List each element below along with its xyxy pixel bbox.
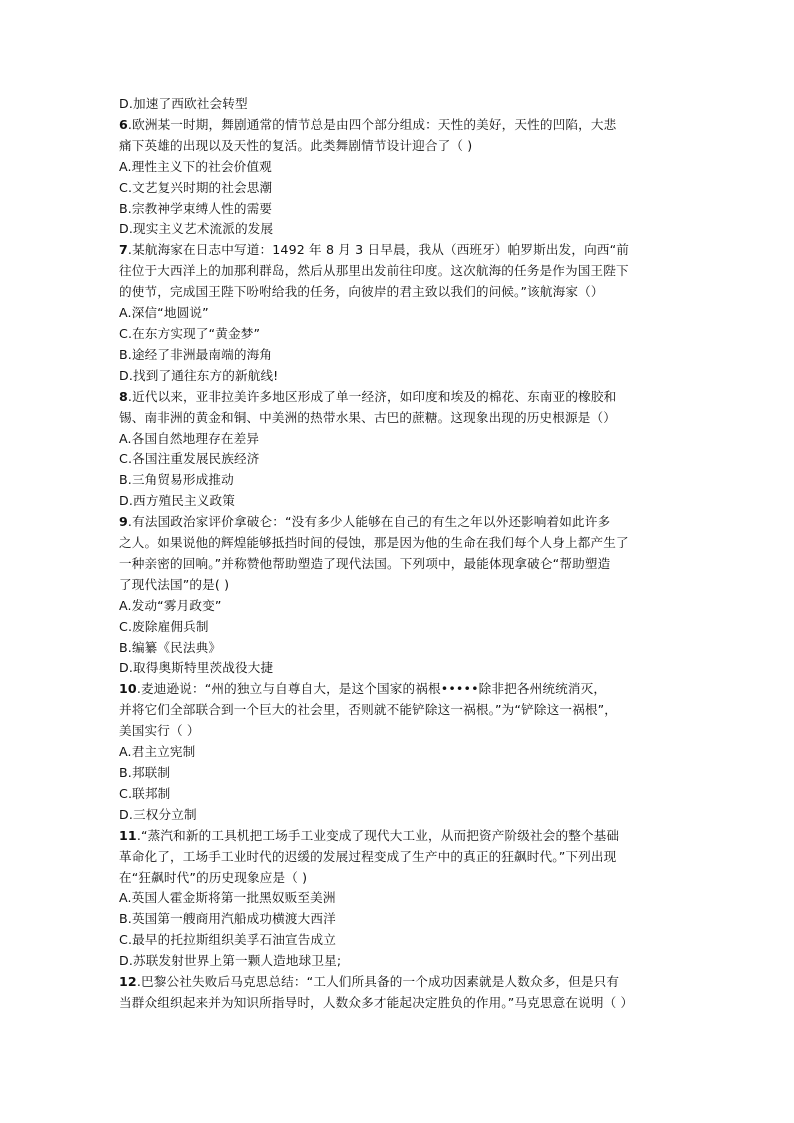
question-stem-line [119, 387, 677, 408]
answer-option: B.宗教神学束缚人性的需要 [119, 200, 273, 216]
answer-option: C.废除雇佣兵制 [119, 618, 209, 634]
answer-option: B.三角贸易形成推动 [119, 472, 234, 488]
question-10 [119, 679, 677, 825]
answer-option: D.三权分立制 [119, 806, 197, 822]
answer-option: B.编纂《民法典》 [119, 639, 222, 655]
question-stem-line [119, 408, 677, 429]
answer-option: D.取得奥斯特里茨战役大捷 [119, 660, 274, 676]
question-number: 9 [119, 514, 128, 530]
question-stem-line [119, 868, 677, 889]
question-stem-line [119, 512, 677, 533]
question-stem-text: 了现代法国”的是( ) [119, 576, 230, 592]
question-stem-line [119, 679, 677, 700]
question-12 [119, 972, 677, 1014]
question-stem-line [119, 261, 677, 282]
answer-option: A.英国人霍金斯将第一批黑奴贩至美洲 [119, 890, 336, 906]
question-stem-line [119, 847, 677, 868]
question-list [119, 115, 677, 1014]
question-stem-text: 革命化了，工场手工业时代的迟缓的发展过程变成了生产中的真正的狂飙时代。”下列出现 [119, 848, 617, 864]
question-stem-line [119, 240, 677, 261]
question-stem-line [119, 136, 677, 157]
question-6 [119, 115, 677, 240]
answer-option: C.文艺复兴时期的社会思潮 [119, 179, 273, 195]
question-number: 7 [119, 242, 128, 258]
question-stem-text: 往位于大西洋上的加那利群岛，然后从那里出发前往印度。这次航海的任务是作为国王陛下 [119, 263, 629, 279]
question-stem-text: .“蒸汽和新的工具机把工场手工业变成了现代大工业，从而把资产阶级社会的整个基础 [136, 827, 620, 843]
question-stem-text: .欧洲某一时期，舞剧通常的情节总是由四个部分组成：天性的美好，天性的凹陷，大悲 [127, 116, 617, 132]
answer-option: B.邦联制 [119, 765, 171, 780]
question-stem-text: 并将它们全部联合到一个巨大的社会里，否则就不能铲除这一祸根。”为“铲除这一祸根”， [119, 702, 617, 718]
answer-option: D.现实主义艺术流派的发展 [119, 221, 274, 237]
answer-option: D.苏联发射世界上第一颗人造地球卫星; [119, 953, 342, 969]
question-number: 6 [119, 116, 128, 132]
question-7 [119, 240, 677, 386]
answer-option: C.最早的托拉斯组织美孚石油宣告成立 [119, 932, 336, 948]
question-stem-line [119, 282, 677, 303]
answer-option: D.西方殖民主义政策 [119, 493, 235, 509]
question-stem-text: .某航海家在日志中写道：1492 年 8 月 3 日早晨，我从（西班牙）帕罗斯出发，向西“前 [127, 242, 630, 258]
question-stem-text: .麦迪逊说：“州的独立与自尊自大，是这个国家的祸根•••••除非把各州统统消灭， [136, 681, 607, 697]
question-stem-line [119, 721, 677, 742]
question-stem-line [119, 993, 677, 1014]
option-line: D.加速了西欧社会转型 [119, 96, 248, 111]
question-number: 11 [119, 827, 137, 843]
question-stem-line [119, 554, 677, 575]
question-stem-line [119, 575, 677, 596]
question-stem-text: 当群众组织起来并为知识所指导时，人数众多才能起决定胜负的作用。”马克思意在说明（ ） [119, 994, 634, 1010]
question-stem-text: .有法国政治家评价拿破仑：“没有多少人能够在自己的有生之年以外还影响着如此许多 [127, 514, 611, 530]
question-stem-line [119, 826, 677, 847]
question-stem-text: .巴黎公社失败后马克思总结：“工人们所具备的一个成功因素就是人数众多，但是只有 [136, 974, 620, 990]
question-stem-line [119, 115, 677, 136]
answer-option: A.理性主义下的社会价值观 [119, 158, 272, 174]
answer-option: B.途经了非洲最南端的海角 [119, 346, 273, 362]
question-stem-text: 美国实行（ ） [119, 723, 200, 739]
question-number: 8 [119, 388, 128, 404]
question-11 [119, 826, 677, 972]
question-stem-text: 痛下英雄的出现以及天性的复活。此类舞剧情节设计迎合了（ ) [119, 137, 473, 153]
question-stem-text: 一种亲密的回响。”并称赞他帮助塑造了现代法国。下列项中，最能体现拿破仑“帮助塑造 [119, 555, 611, 571]
answer-option: C.在东方实现了“黄金梦” [119, 325, 261, 341]
answer-option: C.各国注重发展民族经济 [119, 451, 260, 467]
question-stem-text: .近代以来，亚非拉美许多地区形成了单一经济，如印度和埃及的棉花、东南亚的橡胶和 [127, 388, 617, 404]
question-stem-text: 在“狂飙时代”的历史现象应是（ ) [119, 869, 308, 885]
answer-option: A.各国自然地理存在差异 [119, 430, 260, 446]
question-number: 10 [119, 681, 137, 697]
answer-option: B.英国第一艘商用汽船成功横渡大西洋 [119, 911, 336, 927]
question-stem-text: 之人。如果说他的辉煌能够抵挡时间的侵蚀，那是因为他的生命在我们每个人身上都产生了 [119, 535, 629, 551]
question-number: 12 [119, 974, 137, 990]
answer-option: C.联邦制 [119, 785, 171, 801]
question-stem-line [119, 972, 677, 993]
question-stem-text: 的使节，完成国王陛下吩咐给我的任务，向彼岸的君主致以我们的问候。”该航海家（） [119, 284, 604, 300]
question-8 [119, 387, 677, 512]
exam-page [119, 94, 677, 1014]
answer-option: D.找到了通往东方的新航线! [119, 367, 279, 383]
answer-option: A.发动“雾月政变” [119, 597, 222, 613]
answer-option: A.君主立宪制 [119, 744, 196, 760]
question-stem-text: 锡、南非洲的黄金和铜、中美洲的热带水果、古巴的蔗糖。这现象出现的历史根源是（） [119, 409, 617, 425]
question-stem-line [119, 533, 677, 554]
answer-option: A.深信“地圆说” [119, 305, 209, 321]
question-stem-line [119, 700, 677, 721]
question-9 [119, 512, 677, 679]
